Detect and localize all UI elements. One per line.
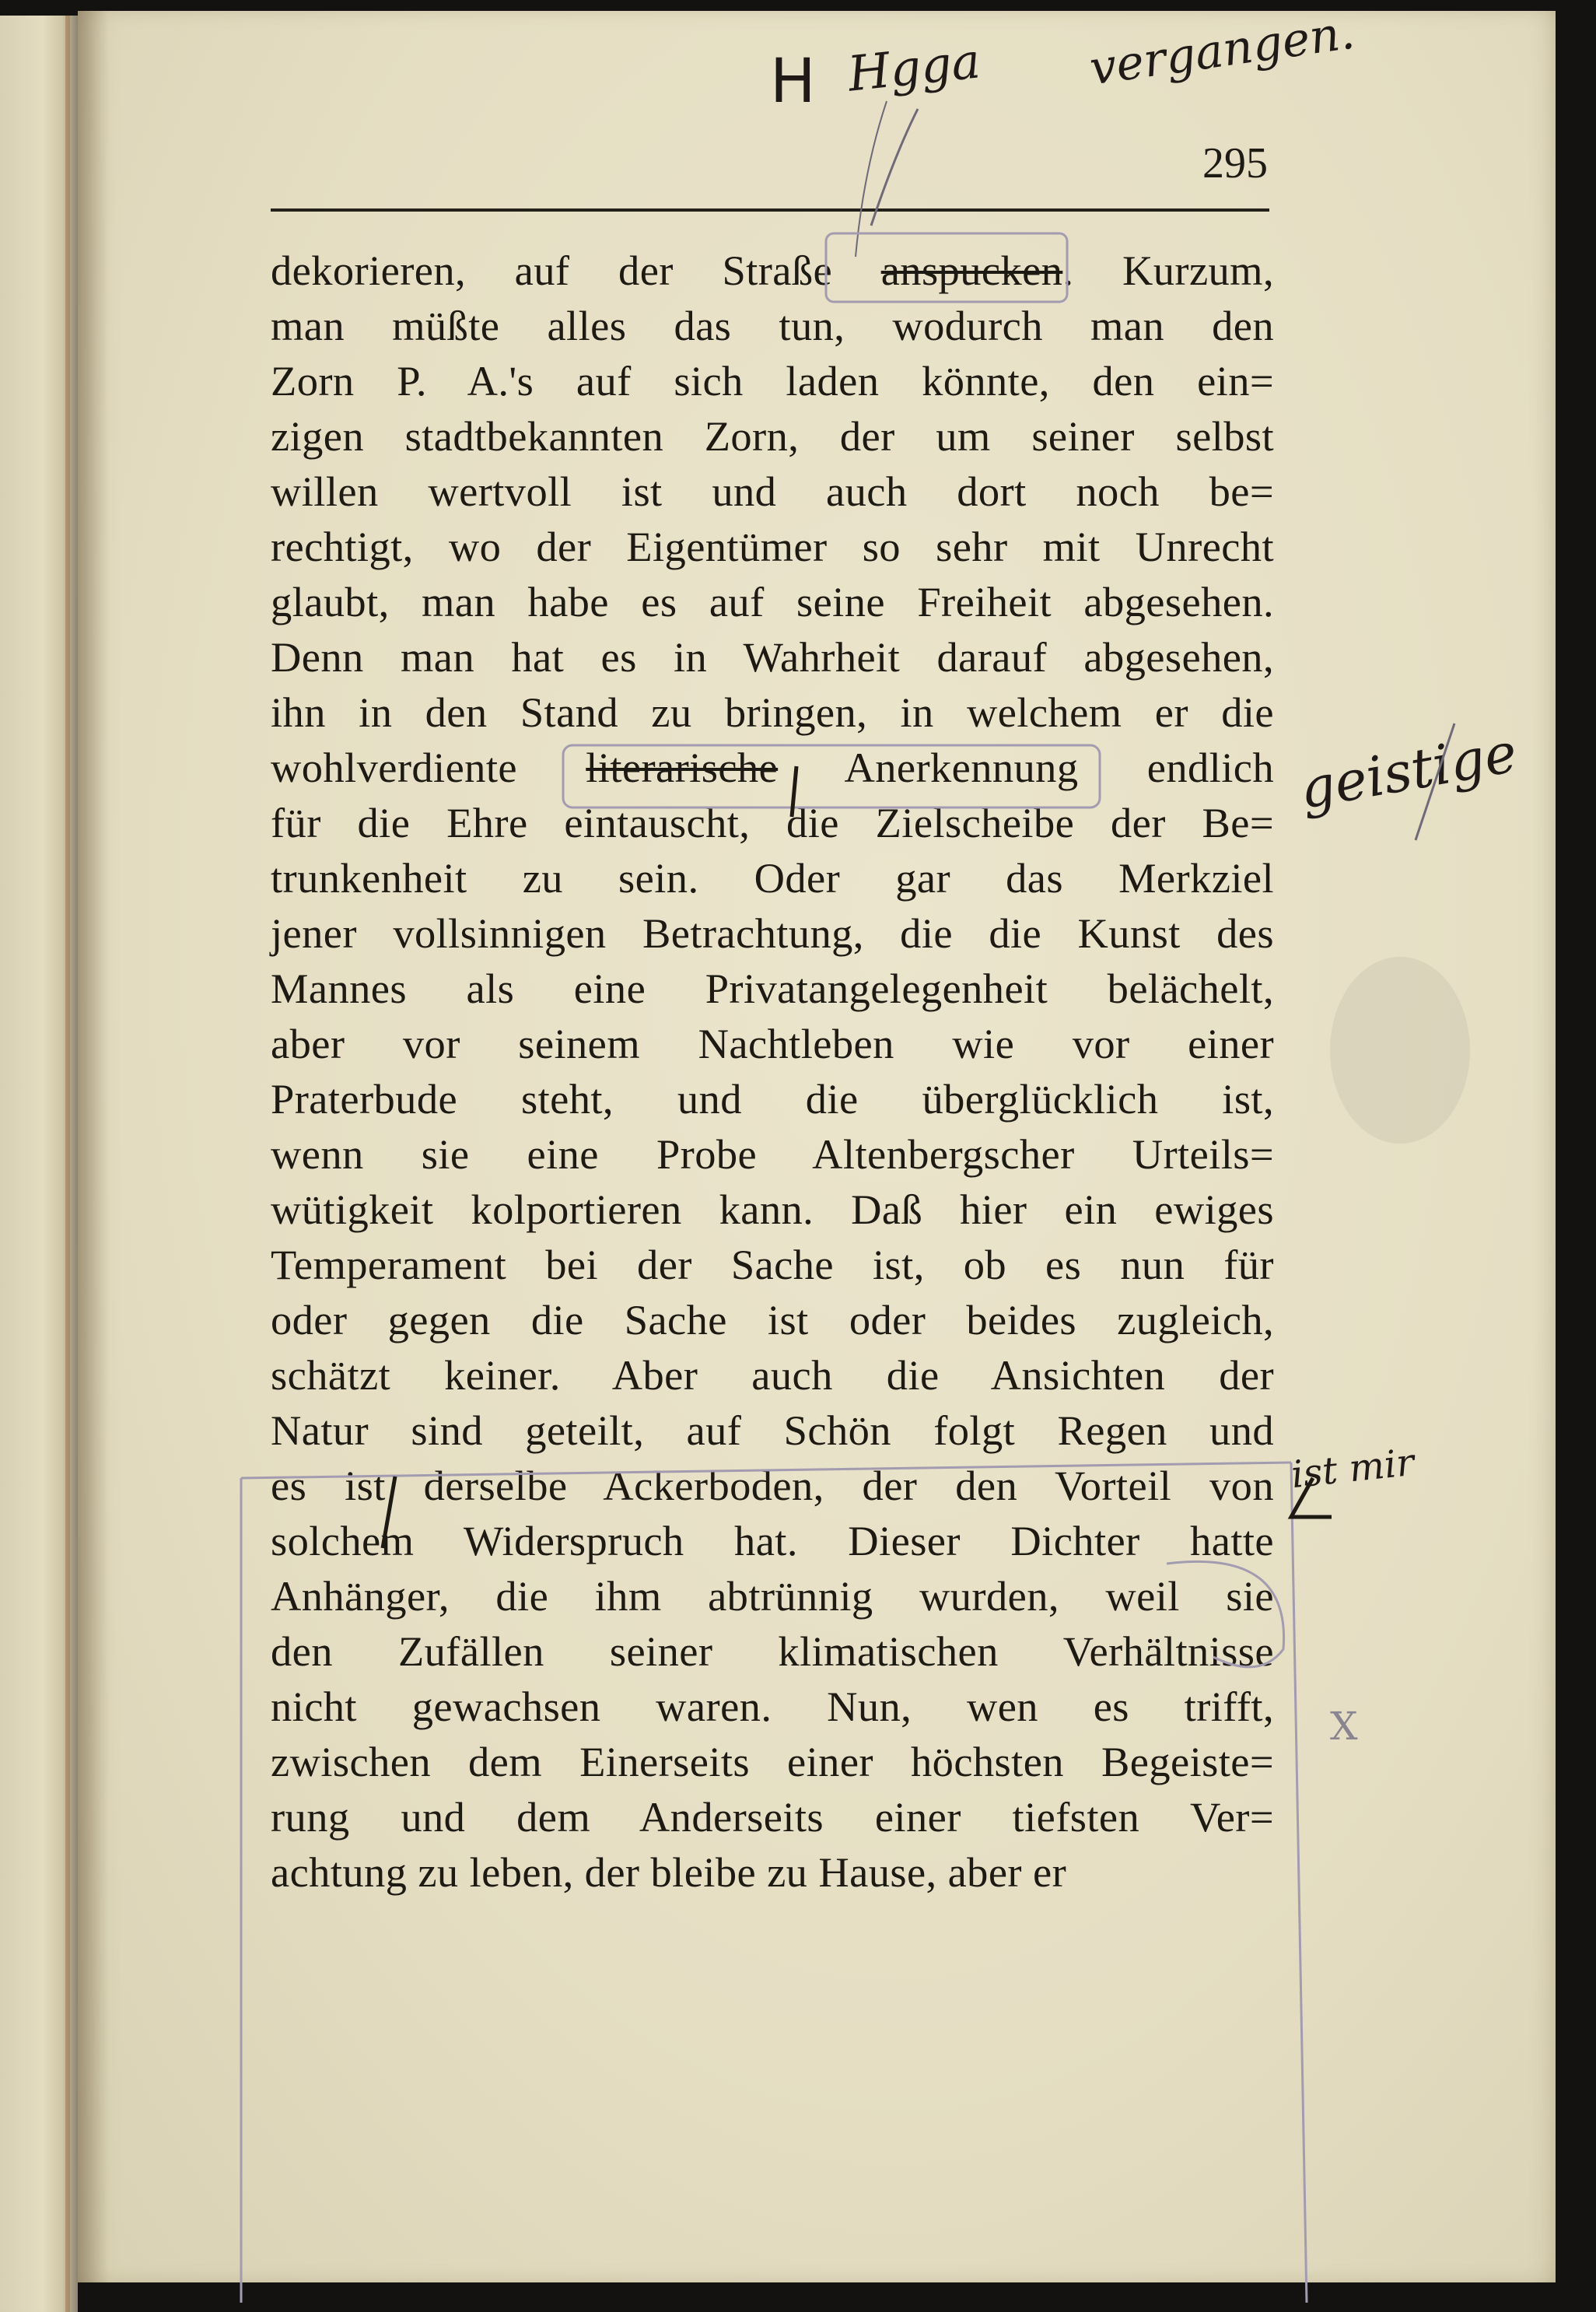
text-line [271,1679,1274,1734]
text-line [271,353,1274,408]
pencil-x-mark: X [1330,1704,1358,1749]
text-segment: Natur sind geteilt, auf Schön folgt Regen und [271,1406,1274,1454]
text-segment: es ist derselbe Ackerboden, der den Vorteil von [271,1462,1274,1509]
text-line [271,1016,1274,1071]
text-line [271,1789,1274,1844]
text-line [271,574,1274,629]
adjacent-page-edge [0,16,78,2312]
handwritten-top-note: vergangen. [1086,5,1358,96]
text-line [271,1292,1274,1347]
text-line [271,408,1274,464]
text-line [271,1237,1274,1292]
text-segment: rechtigt, wo der Eigentümer so sehr mit Unrecht [271,523,1274,570]
text-segment: Temperament bei der Sache ist, ob es nun für [271,1241,1274,1288]
text-segment: zwischen dem Einerseits einer höchsten Begeiste= [271,1738,1274,1785]
text-line [271,685,1274,740]
text-segment: glaubt, man habe es auf seine Freiheit abgesehen. [271,578,1274,625]
text-segment: ihn in den Stand zu bringen, in welchem er die [271,688,1274,736]
text-line [271,1734,1274,1789]
text-segment: wütigkeit kolportieren kann. Daß hier ein ewiges [271,1186,1274,1233]
text-line [271,906,1274,961]
text-segment: nicht gewachsen waren. Nun, wen es trifft, [271,1683,1274,1730]
text-segment: wenn sie eine Probe Altenbergscher Urteils= [271,1130,1274,1178]
struck-word: literarische [586,744,779,791]
text-segment: oder gegen die Sache ist oder beides zugleich, [271,1296,1274,1343]
text-line [271,1182,1274,1237]
page-gutter-shadow [78,11,109,2282]
handwritten-margin-note-geistige: geistige [1295,720,1522,821]
text-segment: Denn man hat es in Wahrheit darauf abgesehen, [271,633,1274,681]
text-line [271,1568,1274,1624]
text-line [271,1513,1274,1568]
text-segment: Mannes als eine Privatangelegenheit belächelt, [271,965,1274,1012]
header-rule [271,208,1269,212]
text-segment: . Kurzum, [1062,247,1274,294]
text-segment: willen wertvoll ist und auch dort noch be= [271,468,1274,515]
text-segment: trunkenheit zu sein. Oder gar das Merkziel [271,854,1274,902]
text-line [271,961,1274,1016]
text-segment: für die Ehre eintauscht, die Zielscheibe der Be= [271,799,1274,846]
text-segment: wohlverdiente [271,744,586,791]
text-segment: aber vor seinem Nachtleben wie vor einer [271,1020,1274,1067]
text-segment: achtung zu leben, der bleibe zu Hause, aber er [271,1848,1067,1896]
text-line [271,243,1274,298]
text-line [271,629,1274,685]
text-line [271,298,1274,353]
text-segment: jener vollsinnigen Betrachtung, die die Kunst des [271,909,1274,957]
text-line [271,1071,1274,1126]
text-segment: Praterbude steht, und die überglücklich ist, [271,1075,1274,1123]
text-line [271,1347,1274,1403]
text-line [271,850,1274,906]
text-segment: den Zufällen seiner klimatischen Verhältnisse [271,1627,1274,1675]
struck-word: anspucken [880,247,1063,294]
text-segment: solchem Widerspruch hat. Dieser Dichter hatte [271,1517,1274,1564]
handwritten-h-mark: H [770,47,816,117]
text-line [271,1624,1274,1679]
text-segment: Anhänger, die ihm abtrünnig wurden, weil sie [271,1572,1274,1620]
handwritten-margin-note-ist-mir: ist mir [1289,1440,1416,1498]
text-segment: rung und dem Anderseits einer tiefsten Ver= [271,1793,1274,1841]
text-segment: man müßte alles das tun, wodurch man den [271,302,1274,349]
text-line [271,1126,1274,1182]
text-segment: Zorn P. A.'s auf sich laden könnte, den ein= [271,357,1274,405]
text-segment: zigen stadtbekannten Zorn, der um seiner selbst [271,412,1274,460]
text-segment: Anerkennung endlich [778,744,1275,791]
text-line [271,740,1274,795]
text-line [271,519,1274,574]
text-segment: schätzt keiner. Aber auch die Ansichten der [271,1351,1274,1399]
page-number: 295 [1202,139,1268,187]
text-line [271,1458,1274,1513]
body-text [271,243,1274,1900]
text-line [271,1403,1274,1458]
handwritten-crossed-scribble: Hgga [845,32,983,103]
text-segment: dekorieren, auf der Straße [271,247,881,294]
text-line [271,795,1274,850]
text-line [271,464,1274,519]
text-line [271,1844,1274,1900]
